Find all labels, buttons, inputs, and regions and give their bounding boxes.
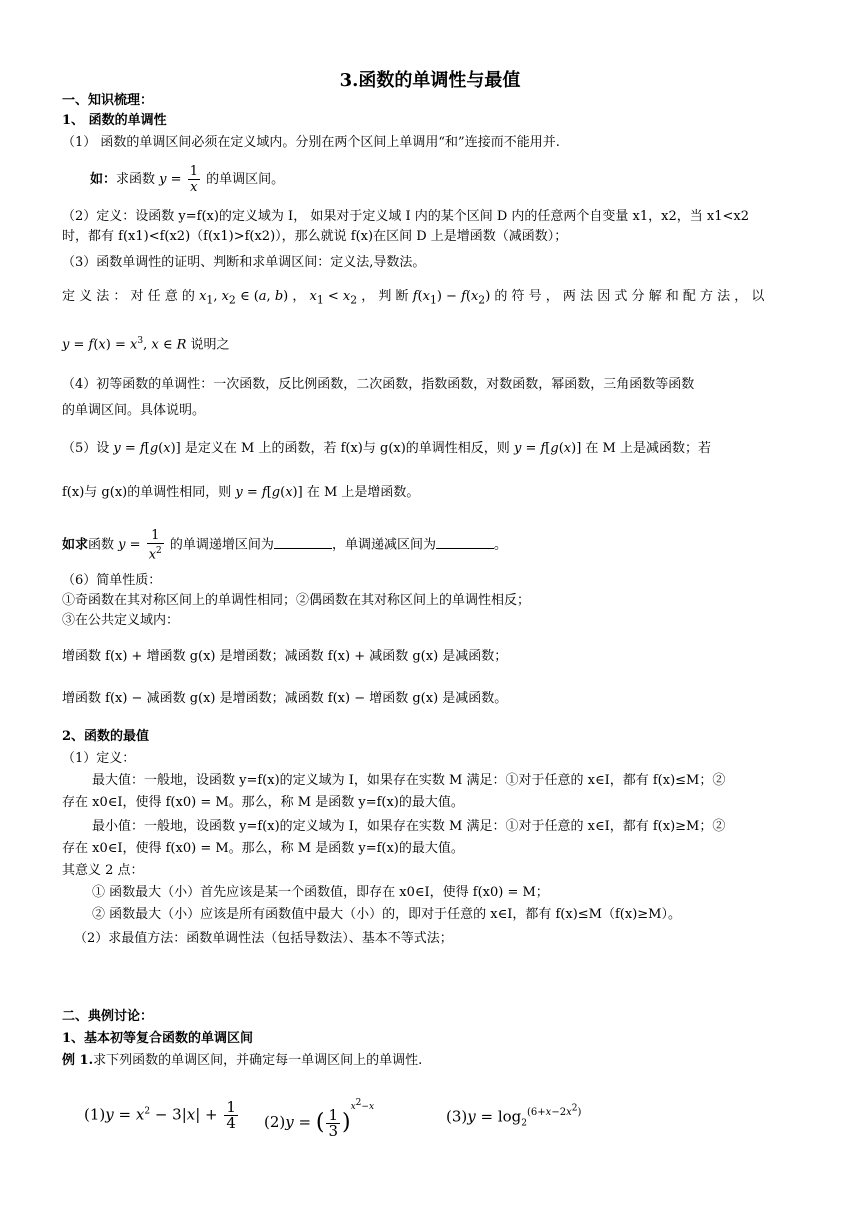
p5-text-c: 在 M 上是减函数；若 [585,441,711,456]
def-text-b: ， [292,289,306,304]
page-title: 3.函数的单调性与最值 [339,70,521,91]
def-text-d: 的 符 号 ， 两 法 因 式 分 解 和 配 方 法 ， 以 [494,289,765,304]
example-prefix: 如： [90,172,117,187]
answer-blank-decreasing[interactable] [436,536,494,549]
para-2-line-1: （2）定义：设函数 y=f(x)的定义域为 I， 如果对于定义域 I 内的某个区间 D 内的任意两个自变量 x1，x2，当 x1<x2 [62,209,749,224]
p5-text-b: 是定义在 M 上的函数，若 f(x)与 g(x)的单调性相反，则 [184,441,510,456]
answer-blank-increasing[interactable] [274,536,332,549]
item-3-label: (3) [446,1107,468,1126]
para-4-line-2: 的单调区间。具体说明。 [62,403,206,418]
para-1: （1） 函数的单调区间必须在定义域内。分别在两个区间上单调用“和”连接而不能用并. [62,135,560,150]
para-6-item-1: ①奇函数在其对称区间上的单调性相同；②偶函数在其对称区间上的单调性相反； [62,593,531,608]
para-2-line-2: 时，都有 f(x1)<f(x2)（f(x1)>f(x2)），那么就说 f(x)在区间 D 上是增函数（减函数）； [62,229,568,244]
def-text-c: ， 判 断 [361,289,409,304]
example-1-item-3: $(3)y = \log_2^{(6+x-2x^2)}$ [446,1104,582,1129]
para-3-def-line: 定 义 法 ： 对 任 意 的 $x_1$, $x_2$ ∈ (a, b) ， $x_1 < x_2$ ， 判 断 $f(x_1) - f(x_2)$ 的 符 号 ， 两 法 因 式 分 解 和 配 方 法 ， 以 [62,289,765,307]
para-5-line-1: （5）设 y = f[g(x)] 是定义在 M 上的函数，若 f(x)与 g(x)的单调性相反，则 y = f[g(x)] 在 M 上是减函数；若 [62,441,711,456]
para-6-item-2: ③在公共定义域内： [62,613,180,628]
fraction-1-over-x: $\frac{1}{x}$ [189,164,198,195]
para-3-example-line: $y = f(x) = x^3$, x ∈ R 说明之 [62,336,230,353]
min-value-line-2: 存在 x0∈I，使得 f(x0) = M。那么，称 M 是函数 y=f(x)的最大值。 [62,841,464,856]
para-6-item-3: 增函数 f(x) + 增函数 g(x) 是增函数；减函数 f(x) + 减函数 g(x) 是减函数； [62,649,508,664]
meaning-point-1: ① 函数最大（小）首先应该是某一个函数值，即存在 x0∈I，使得 f(x0) = M； [92,885,549,900]
p5-example-dec: ，单调递减区间为 [331,537,436,553]
p5-text-d: f(x)与 g(x)的单调性相同，则 [62,485,232,500]
meaning-heading: 其意义 2 点： [62,863,144,878]
p5-example-end: 。 [493,537,507,553]
para-6: （6）简单性质： [62,573,162,588]
def-text-a: 定 义 法 ： 对 任 意 的 [62,289,195,304]
para-5-example: 如求函数 y = $\frac{1}{x^2}$ 的单调递增区间为 ，单调递减区间为 。 [62,528,507,563]
example-1-text: 求下列函数的单调区间，并确定每一单调区间上的单调性. [93,1053,423,1068]
p5-text-e: 在 M 上是增函数。 [306,485,420,500]
subheading-monotonicity: 1、 函数的单调性 [62,113,167,128]
max-value-line-1: 最大值：一般地，设函数 y=f(x)的定义域为 I，如果存在实数 M 满足：①对于任意的 x∈I，都有 f(x)≤M；② [92,773,726,788]
example-1-statement [62,1052,820,1070]
example-1-label: 例 1. [62,1053,94,1068]
p5-example-text: 函数 [88,537,115,553]
meaning-point-2: ② 函数最大（小）应该是所有函数值中最大（小）的，即对于任意的 x∈I，都有 f(x)≤M（f(x)≥M）。 [92,907,681,922]
example-text-end: 的单调区间。 [206,172,285,187]
p5-example-prefix: 如求 [62,537,89,553]
para-4-line-1: （4）初等函数的单调性：一次函数，反比例函数，二次函数，指数函数，对数函数，幂函数，三角函数等函数 [62,377,695,392]
def-text-e: 说明之 [190,337,230,353]
example-1-item-1: $(1)y = x^2 - 3|x|$ + $\frac{1}{4}$ [84,1098,236,1132]
fraction-1-over-x-squared: $\frac{1}{x^2}$ [148,528,162,563]
item-1-label: (1) [84,1105,106,1124]
example-1-item-2: (2)y = ( $\frac{1}{3}$ )$^{x^2-x}$ [264,1098,375,1140]
extrema-definition: （1）定义： [62,751,136,766]
subheading-extrema: 2、函数的最值 [62,729,150,744]
para-1-example: 如：求函数 y = $\frac{1}{x}$ 的单调区间。 [90,164,285,195]
fraction-1-over-3: $\frac{1}{3}$ [328,1105,338,1140]
para-3: （3）函数单调性的证明、判断和求单调区间：定义法,导数法。 [62,255,426,270]
min-value-line-1: 最小值：一般地，设函数 y=f(x)的定义域为 I，如果存在实数 M 满足：①对于任意的 x∈I，都有 f(x)≥M；② [92,819,726,834]
max-value-line-2: 存在 x0∈I，使得 f(x0) = M。那么，称 M 是函数 y=f(x)的最大值。 [62,795,464,810]
para-5-line-2: f(x)与 g(x)的单调性相同，则 y = f[g(x)] 在 M 上是增函数。 [62,485,420,500]
section-heading-examples: 二、典例讨论： [62,1009,154,1024]
subheading-composite: 1、基本初等复合函数的单调区间 [62,1031,254,1046]
extrema-methods: （2）求最值方法：函数单调性法（包括导数法）、基本不等式法； [74,931,453,946]
example-text: 求函数 [116,172,156,187]
item-2-label: (2) [264,1113,286,1131]
p5-text-a: （5）设 [62,441,110,456]
para-6-item-4: 增函数 f(x) − 减函数 g(x) 是增函数；减函数 f(x) − 增函数 g(x) 是减函数。 [62,691,508,706]
fraction-1-over-4: $\frac{1}{4}$ [226,1098,236,1132]
section-heading-knowledge: 一、知识梳理： [62,93,154,108]
p5-example-inc: 的单调递增区间为 [169,537,274,553]
